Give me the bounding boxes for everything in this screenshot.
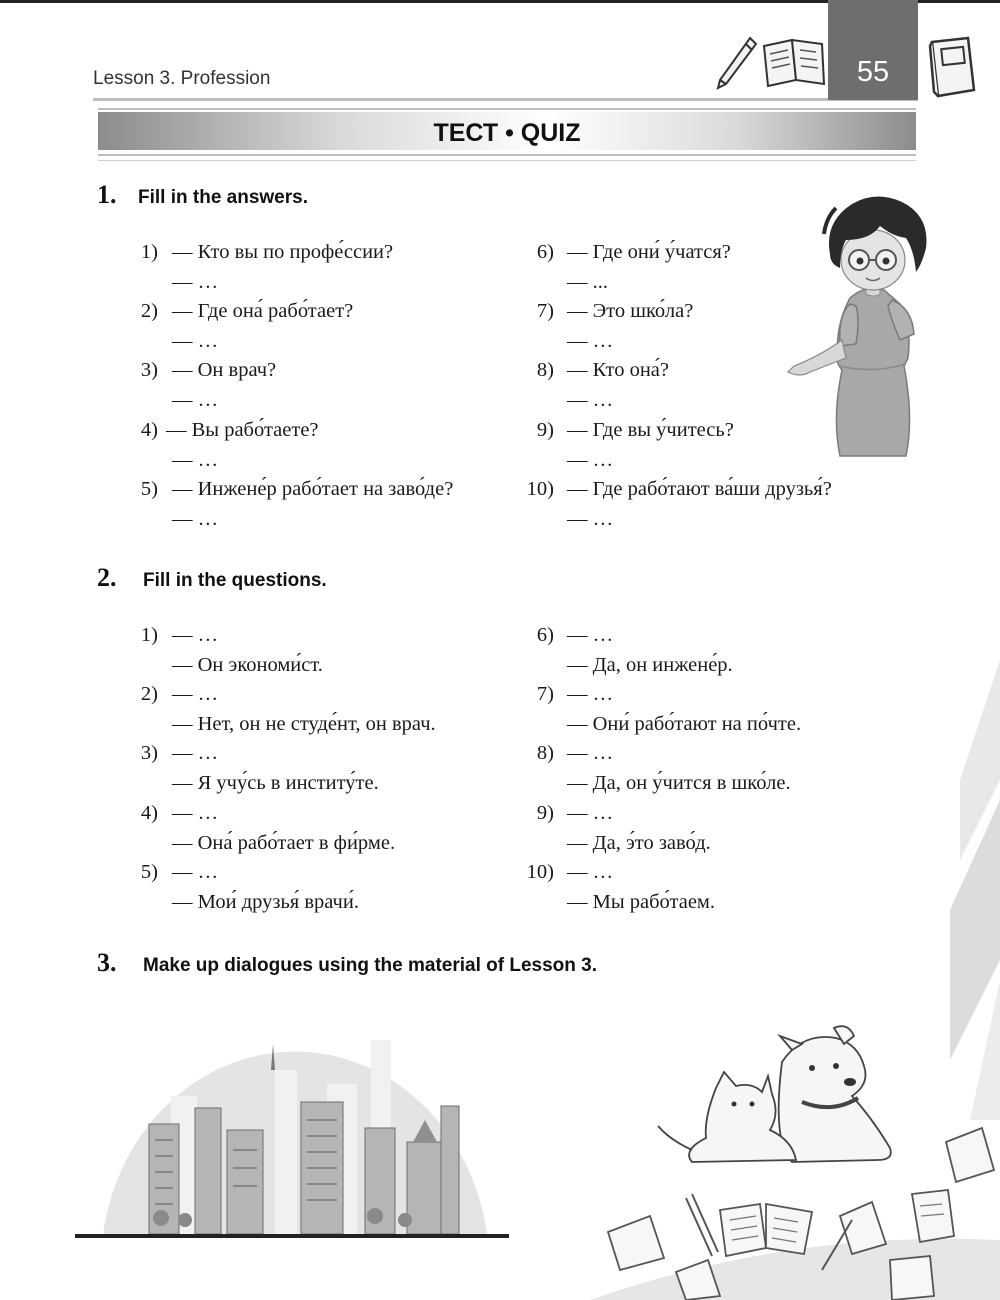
question-blank: — …: [567, 742, 614, 765]
answer-blank: — …: [172, 448, 219, 471]
answer-blank: — …: [172, 507, 219, 530]
item-number: 4): [140, 801, 158, 824]
item-number: 6): [536, 624, 554, 646]
item-number: 2): [140, 683, 158, 706]
question-blank: — …: [567, 860, 614, 883]
question-text: — Где она́ рабо́тает?: [172, 300, 354, 323]
item-number: 7): [536, 300, 554, 323]
teacher-girl-illustration: [780, 188, 950, 463]
item-number: 10): [526, 477, 554, 500]
task-1-title: Fill in the answers.: [138, 187, 308, 208]
task-3-number: 3.: [97, 948, 117, 977]
item-number: 1): [140, 241, 158, 263]
banner-rule-bottom-2: [98, 160, 916, 161]
question-text: — Где вы у́читесь?: [567, 418, 734, 441]
question-blank: — …: [567, 683, 614, 706]
question-blank: — …: [172, 801, 219, 824]
item-number: 7): [536, 683, 554, 706]
question-text: — Вы рабо́таете?: [166, 418, 319, 441]
question-text: — Он врач?: [172, 359, 277, 382]
question-blank: — …: [172, 683, 219, 706]
lesson-header: Lesson 3. Profession: [93, 68, 271, 89]
item-number: 8): [536, 359, 554, 382]
item-number: 6): [536, 241, 554, 263]
quiz-title: ТЕСТ • QUIZ: [433, 119, 581, 147]
closed-book-icon: [924, 34, 980, 100]
answer-blank: — …: [567, 389, 614, 412]
question-blank: — …: [172, 742, 219, 765]
question-text: — Инжене́р рабо́тает на заво́де?: [172, 477, 454, 500]
answer-blank: — ...: [567, 271, 608, 293]
answer-text: — Мы рабо́таем.: [567, 890, 716, 913]
answer-blank: — …: [567, 507, 614, 530]
answer-text: — Да, э́то заво́д.: [567, 831, 711, 854]
answer-text: — Да, он у́чится в шко́ле.: [567, 772, 791, 795]
question-blank: — …: [172, 860, 219, 883]
item-number: 3): [140, 359, 158, 382]
pen-icon: [712, 32, 762, 94]
item-number: 4): [140, 418, 158, 441]
task-2-number: 2.: [97, 563, 117, 592]
decorative-stripes: [940, 660, 1000, 1120]
page-number: 55: [856, 56, 890, 88]
question-text: — Где они́ у́чатся?: [567, 241, 731, 263]
answer-text: — Мои́ друзья́ врачи́.: [172, 890, 359, 913]
item-number: 9): [536, 801, 554, 824]
item-number: 1): [140, 624, 158, 646]
city-skyline-illustration: [75, 1010, 515, 1245]
question-text: — Кто вы по профе́ссии?: [172, 241, 394, 263]
answer-text: — Она́ рабо́тает в фи́рме.: [172, 831, 396, 854]
answer-blank: — …: [172, 389, 219, 412]
item-number: 3): [140, 742, 158, 765]
scattered-books-illustration: [590, 1120, 1000, 1300]
header-rule: [93, 98, 918, 101]
answer-blank: — …: [172, 271, 219, 293]
task-2-title: Fill in the questions.: [143, 570, 327, 591]
answer-blank: — …: [567, 330, 614, 353]
answer-text: — Нет, он не студе́нт, он врач.: [172, 713, 436, 736]
answer-text: — Он экономи́ст.: [172, 654, 323, 676]
question-text: — Это шко́ла?: [567, 300, 694, 323]
item-number: 5): [140, 860, 158, 883]
task-1-number: 1.: [97, 180, 117, 209]
question-blank: — …: [172, 624, 219, 646]
item-number: 2): [140, 300, 158, 323]
item-number: 8): [536, 742, 554, 765]
answer-text: — Да, он инжене́р.: [567, 654, 733, 676]
open-book-icon: [758, 36, 830, 94]
question-blank: — …: [567, 624, 614, 646]
question-text: — Кто она́?: [567, 359, 669, 382]
question-text: — Где рабо́тают ва́ши друзья́?: [567, 477, 832, 500]
answer-blank: — …: [172, 330, 219, 353]
banner-rule-bottom: [98, 154, 916, 156]
task-3-title: Make up dialogues using the material of Lesson 3.: [143, 955, 597, 976]
quiz-banner: [98, 112, 916, 150]
item-number: 5): [140, 477, 158, 500]
page-number-box: [828, 0, 918, 100]
item-number: 10): [526, 860, 554, 883]
answer-text: — Они́ рабо́тают на по́чте.: [567, 713, 802, 736]
item-number: 9): [536, 418, 554, 441]
banner-rule-top: [98, 108, 916, 110]
answer-blank: — …: [567, 448, 614, 471]
question-blank: — …: [567, 801, 614, 824]
answer-text: — Я учу́сь в институ́те.: [172, 772, 379, 795]
